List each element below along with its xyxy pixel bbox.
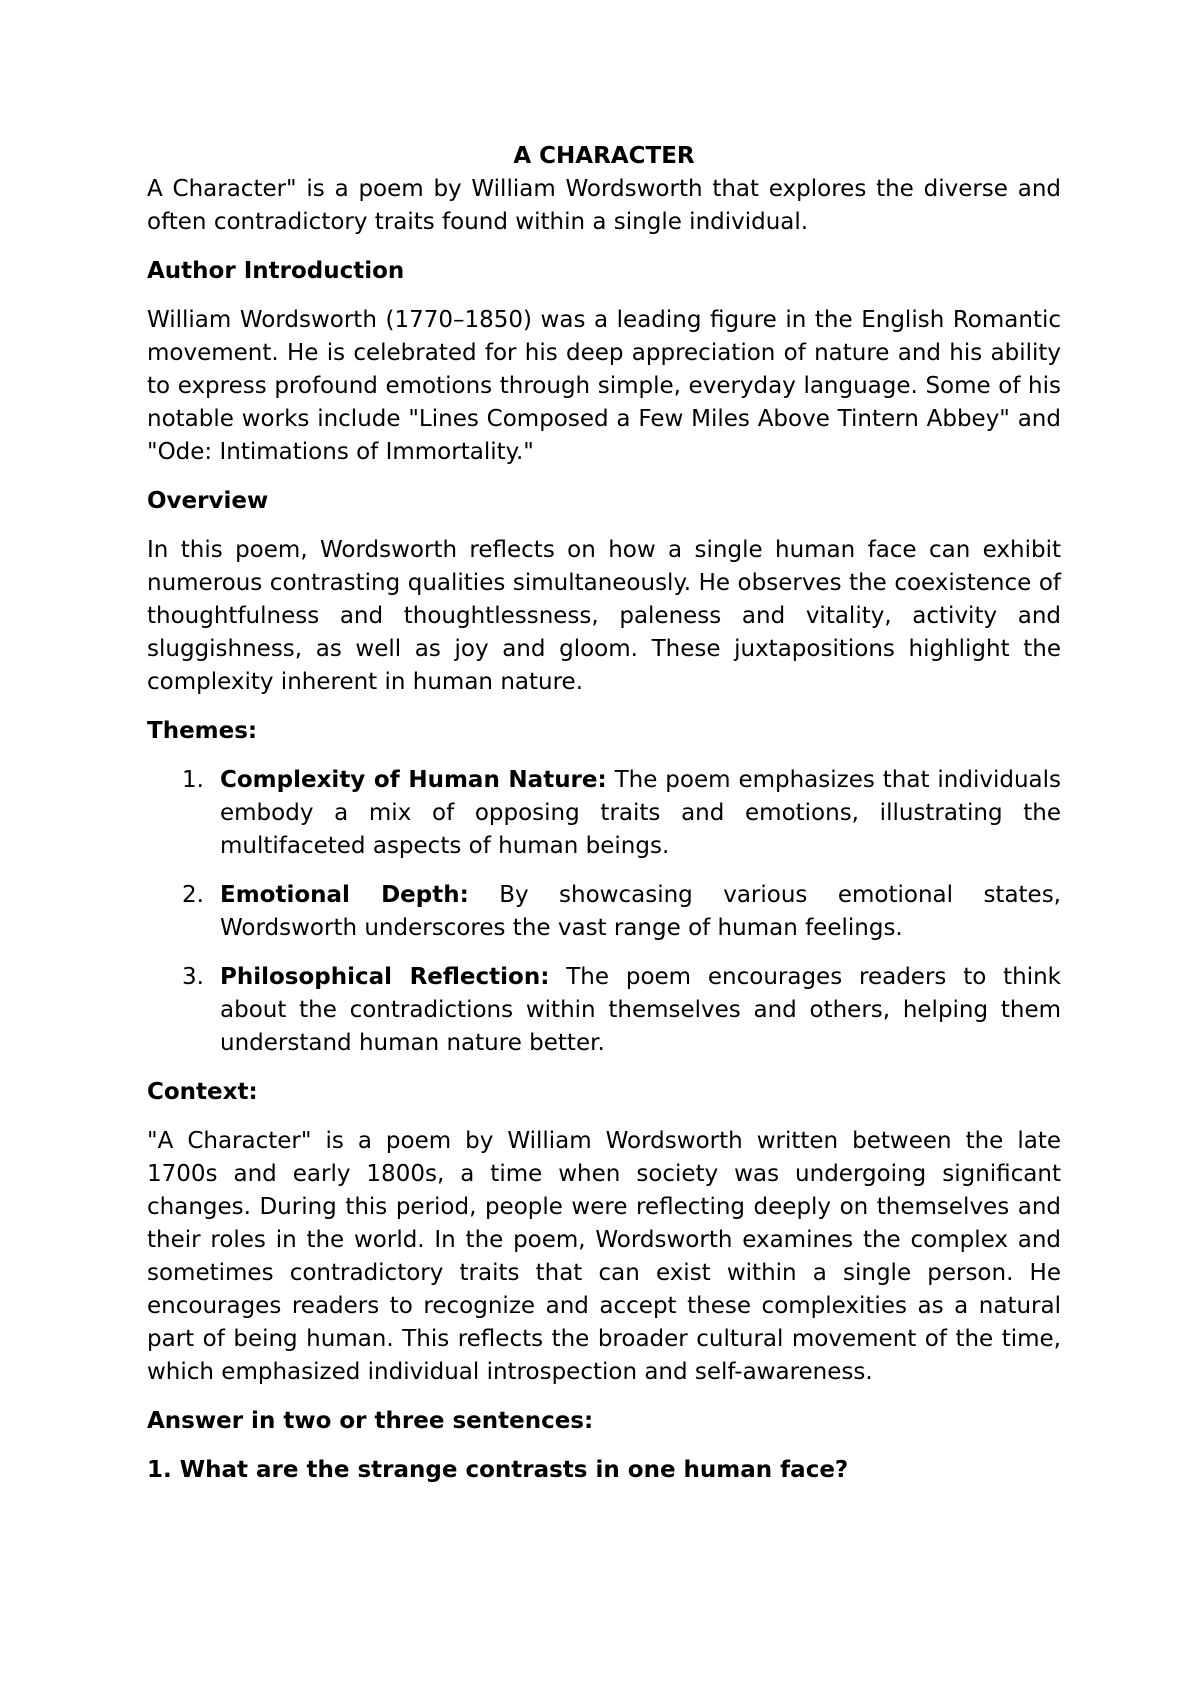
context-paragraph: "A Character" is a poem by William Wordsworth written between the late 1700s and early 1800s, a time when society was undergoing significant changes. During this period, people were reflecting deeply on themselves and their roles in the world. In the poem, Wordsworth examines the complex and sometimes contradictory traits that can exist within a single person. He encourages readers to recognize and accept these complexities as a natural part of being human. This reflects the broader cultural movement of the time, which emphasized individual introspection and self-awareness. xyxy=(147,1128,1061,1385)
theme-text: By showcasing various emotional states, Wordsworth underscores the vast range of human feelings. xyxy=(220,882,1061,941)
theme-item xyxy=(147,764,1061,863)
overview-heading: Overview xyxy=(147,488,269,514)
question-1: 1. What are the strange contrasts in one human face? xyxy=(147,1457,849,1483)
intro-paragraph: A Character" is a poem by William Wordsworth that explores the diverse and often contradictory traits found within a single individual. xyxy=(147,176,1061,235)
theme-text: The poem emphasizes that individuals embody a mix of opposing traits and emotions, illustrating the multifaceted aspects of human beings. xyxy=(220,767,1061,859)
theme-text: The poem encourages readers to think about the contradictions within themselves and others, helping them understand human nature better. xyxy=(220,964,1062,1056)
theme-term: Emotional Depth: xyxy=(220,882,469,908)
document-title: A CHARACTER xyxy=(513,143,695,169)
author-introduction-paragraph: William Wordsworth (1770–1850) was a leading figure in the English Romantic movement. He is celebrated for his deep appreciation of nature and his ability to express profound emotions through simple, everyday language. Some of his notable works include "Lines Composed a Few Miles Above Tintern Abbey" and "Ode: Intimations of Immortality." xyxy=(147,307,1061,465)
overview-paragraph: In this poem, Wordsworth reflects on how a single human face can exhibit numerous contrasting qualities simultaneously. He observes the coexistence of thoughtfulness and thoughtlessness, paleness and vitality, activity and sluggishness, as well as joy and gloom. These juxtapositions highlight the complexity inherent in human nature. xyxy=(147,537,1061,695)
themes-list xyxy=(147,764,1061,1060)
theme-item xyxy=(147,879,1061,945)
theme-number: 2. xyxy=(182,882,204,908)
theme-number: 3. xyxy=(182,964,204,990)
author-introduction-heading: Author Introduction xyxy=(147,258,405,284)
context-heading: Context: xyxy=(147,1079,258,1105)
theme-term: Philosophical Reflection: xyxy=(220,964,550,990)
themes-heading: Themes: xyxy=(147,718,258,744)
theme-number: 1. xyxy=(182,767,204,793)
questions-heading: Answer in two or three sentences: xyxy=(147,1408,594,1434)
document-page xyxy=(147,140,1061,1487)
theme-item xyxy=(147,961,1061,1060)
theme-term: Complexity of Human Nature: xyxy=(220,767,607,793)
